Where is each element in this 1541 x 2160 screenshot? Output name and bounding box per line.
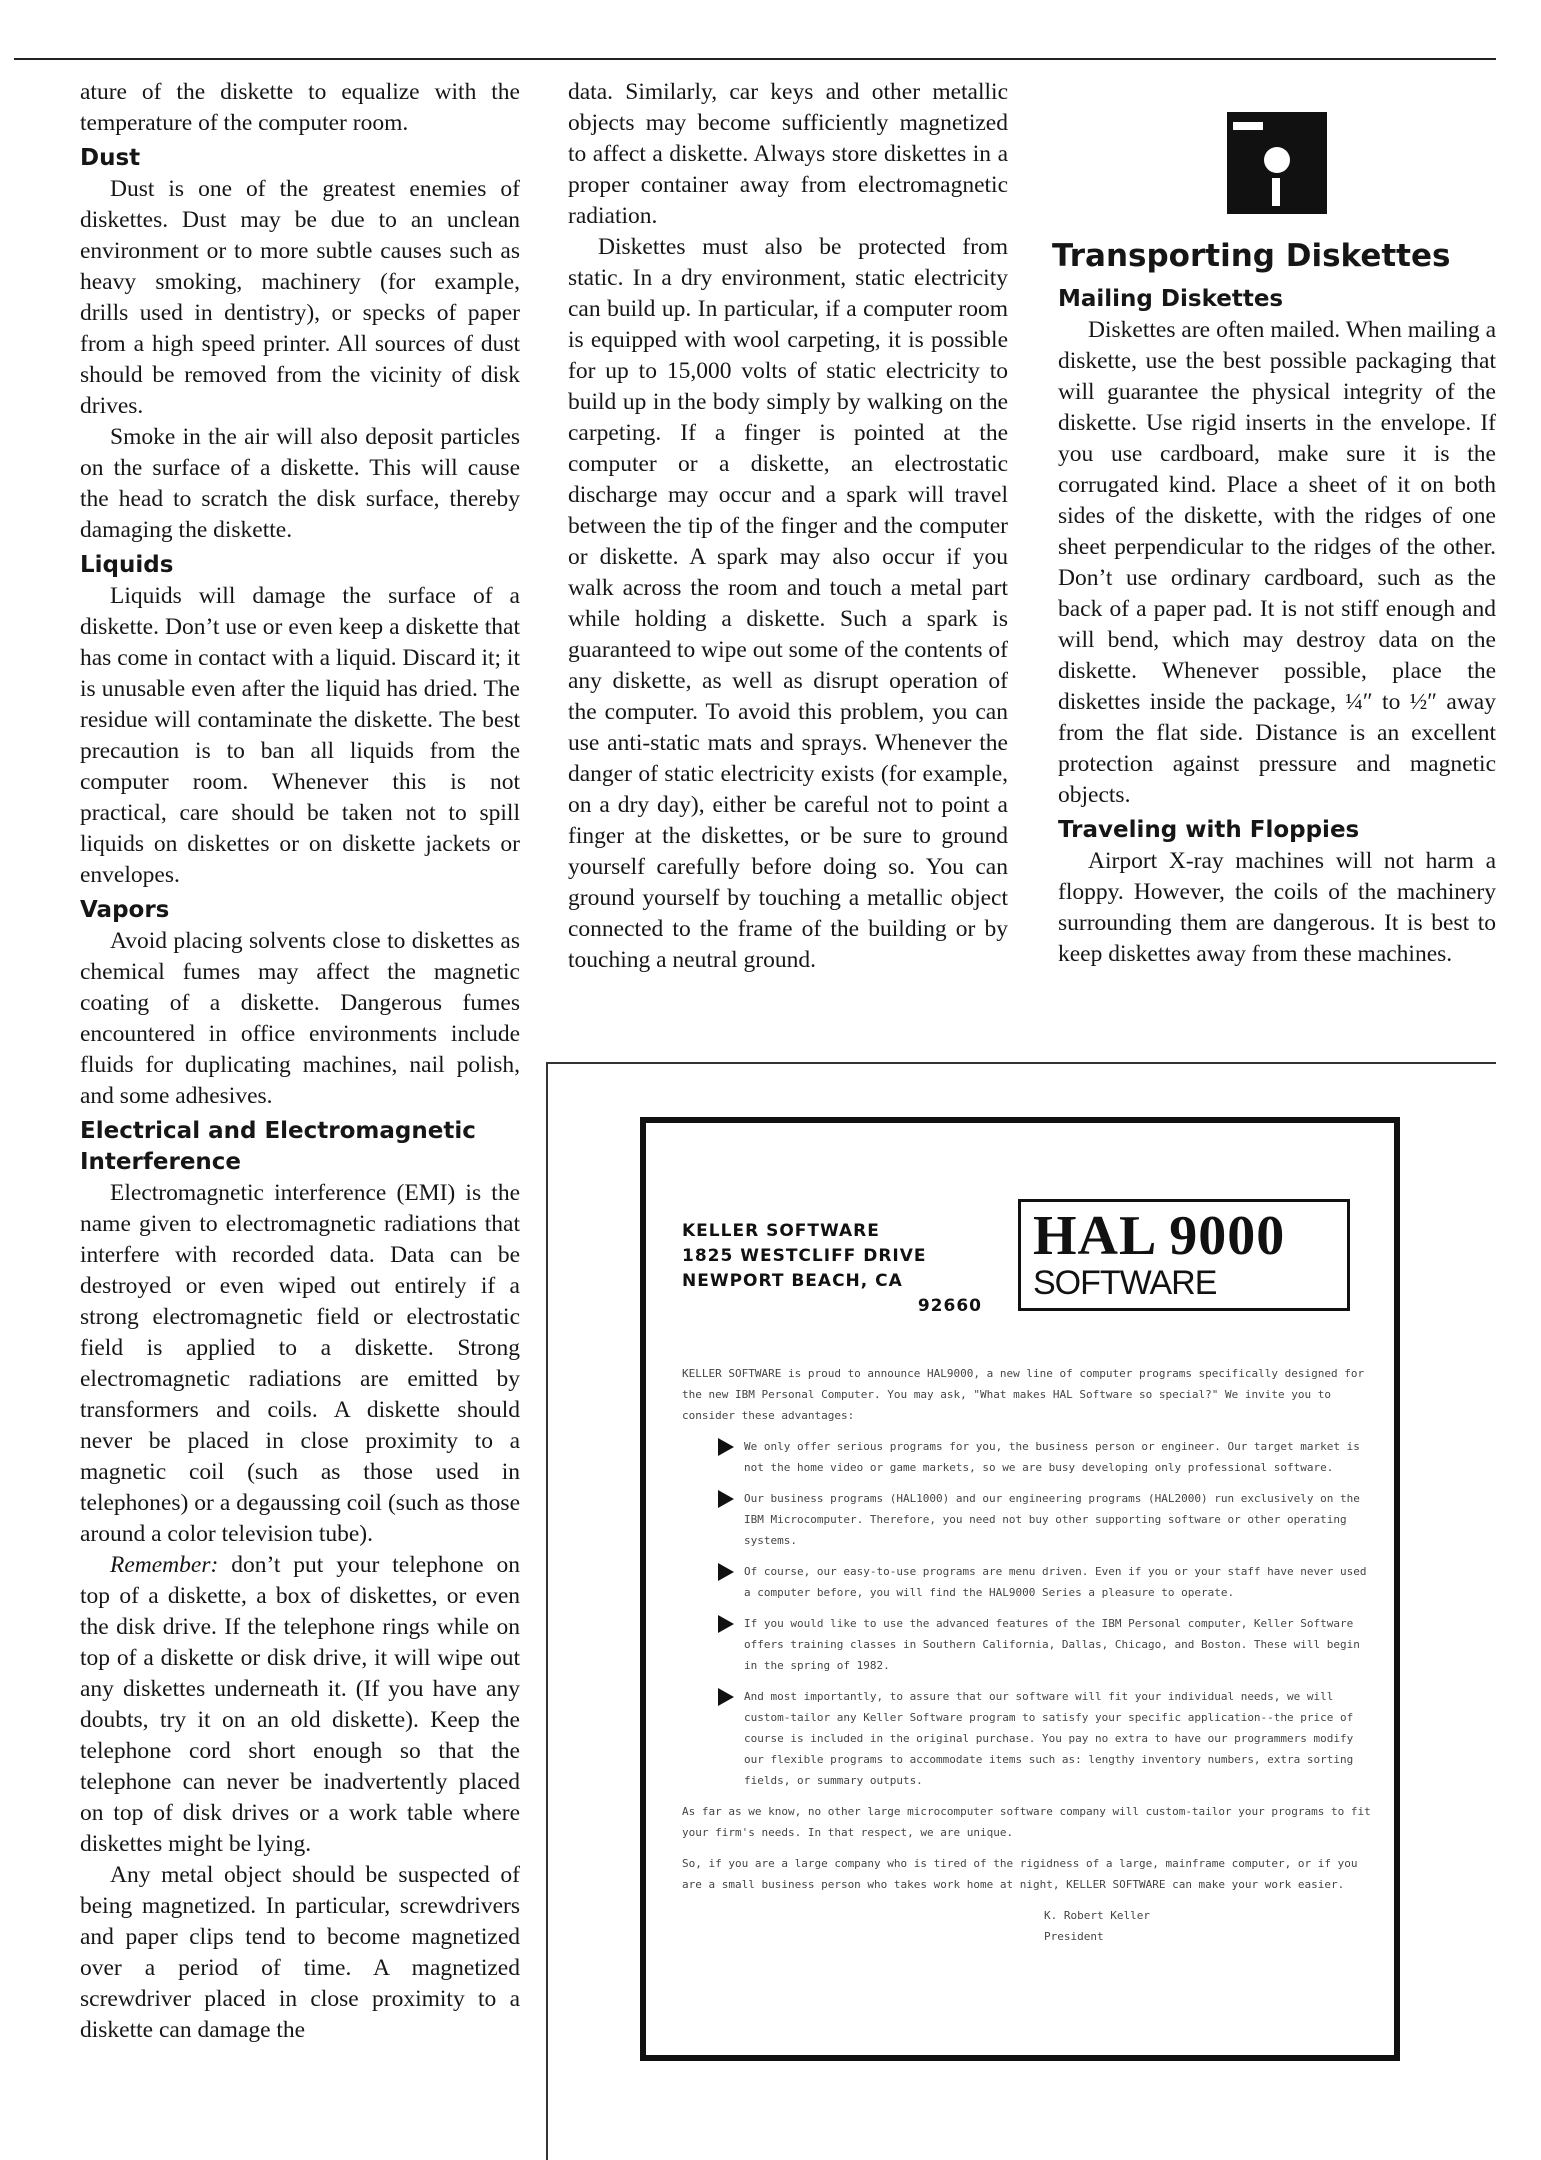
traveling-heading: Traveling with Floppies (1058, 817, 1360, 843)
floppy-disk-icon (1227, 112, 1327, 214)
company-zip: 92660 (917, 1296, 982, 1316)
advertisement (640, 1117, 1400, 2061)
metal-paragraph: Any metal object should be suspected of being magnetized. In particular, screwdrivers and paper clips tend to become magnetized over a period of time. A magnetized screwdriver placed in close proximity to a diskette can damage the (80, 1862, 520, 2043)
arrow-bullet-icon (718, 1688, 734, 1706)
ad-bullet: If you would like to use the advanced features of the IBM Personal computer, Keller Software offers training classes in Southern California, Dallas, Chicago, and Boston. These will begin in the spring of 1982. (744, 1613, 1372, 1676)
article-column-2 (568, 77, 1008, 976)
traveling-paragraph: Airport X-ray machines will not harm a floppy. However, the coils of the machinery surrounding them are dangerous. It is best to keep diskettes away from these machines. (1058, 848, 1496, 967)
dust-paragraph-2: Smoke in the air will also deposit particles on the surface of a diskette. This will cause the head to scratch the disk surface, thereby damaging the diskette. (80, 424, 520, 543)
ad-letter (682, 1363, 1372, 1947)
dust-paragraph-1: Dust is one of the greatest enemies of diskettes. Dust may be due to an unclean environment or to more subtle causes such as heavy smoking, machinery (for example, drills used in dentistry), or specks of paper from a high speed printer. All sources of dust should be removed from the vicinity of disk drives. (80, 176, 520, 419)
emi-paragraph: Electromagnetic interference (EMI) is the name given to electromagnetic radiations that interfere with recorded data. Data can be destroyed or even wiped out entirely if a strong electromagnetic field or electrostatic field is applied to a diskette. Strong electromagnetic radiations are emitted by transformers and coils. A diskette should never be placed in close proximity to a magnetic coil (such as those used in telephones) or a degaussing coil (such as those around a color television tube). (80, 1180, 520, 1547)
dust-heading: Dust (80, 145, 141, 171)
signer-title: President (1044, 1930, 1104, 1943)
remember-paragraph (80, 1550, 520, 1860)
static-paragraph: Diskettes must also be protected from static. In a dry environment, static electricity can build up. In particular, if a computer room is equipped with wool carpeting, it is possible for up to 15,000 volts of static electricity to build up in the body simply by walking on the carpeting. If a finger is pointed at the computer or a diskette, an electrostatic discharge may occur and a spark will travel between the tip of the finger and the computer or diskette. A spark may also occur if you walk across the room and touch a metal part while holding a diskette. Such a spark is guaranteed to wipe out some of the contents of any diskette, as well as disrupt operation of the computer. To avoid this problem, you can use anti-static mats and sprays. Whenever the danger of static electricity exists (for example, on a dry day), either be careful not to point a finger at the diskettes, or be sure to ground yourself carefully before doing so. You can ground yourself by touching a metallic object connected to the frame of the building or by touching a neutral ground. (568, 234, 1008, 973)
section-title: Transporting Diskettes (1052, 238, 1451, 274)
continued-paragraph-2: data. Similarly, car keys and other metallic objects may become sufficiently magnetized to affect a diskette. Always store diskettes in a proper container away from electromagnetic radiation. (568, 79, 1008, 229)
liquids-paragraph: Liquids will damage the surface of a diskette. Don’t use or even keep a diskette that has come in contact with a liquid. Discard it; it is unusable even after the liquid has dried. The residue will contaminate the diskette. The best precaution is to ban all liquids from the computer room. Whenever this is not practical, care should be taken not to spill liquids on diskettes or on diskette jackets or envelopes. (80, 583, 520, 888)
arrow-bullet-icon (718, 1615, 734, 1633)
arrow-bullet-icon (718, 1563, 734, 1581)
vapors-paragraph: Avoid placing solvents close to diskettes as chemical fumes may affect the magnetic coating of a diskette. Dangerous fumes encountered in office environments include fluids for duplicating machines, nail polish, and some adhesives. (80, 928, 520, 1109)
ad-bullet: Of course, our easy-to-use programs are menu driven. Even if you or your staff have never used a computer before, you will find the HAL9000 Series a pleasure to operate. (744, 1561, 1372, 1603)
mailing-heading: Mailing Diskettes (1058, 286, 1284, 312)
ad-signature (1044, 1905, 1372, 1947)
hal-logo (1018, 1199, 1350, 1311)
top-rule (14, 58, 1496, 60)
signer-name: K. Robert Keller (1044, 1909, 1150, 1922)
liquids-heading: Liquids (80, 552, 174, 578)
ad-closing-2: So, if you are a large company who is tired of the rigidness of a large, mainframe computer, or if you are a small business person who takes work home at night, KELLER SOFTWARE can make your work easier. (682, 1857, 1358, 1891)
company-address (682, 1219, 982, 1319)
remember-text: don’t put your telephone on top of a diskette, a box of diskettes, or even the disk drive. If the telephone rings while on top of a diskette or disk drive, it will wipe out any diskettes underneath it. (If you have any doubts, try it on an old diskette). Keep the telephone cord short enough so that the telephone can never be inadvertently placed on top of disk drives or a work table where diskettes might be lying. (80, 1552, 520, 1857)
article-column-3 (1052, 236, 1496, 970)
ad-frame-top-rule (546, 1062, 1496, 1064)
company-name: KELLER SOFTWARE (682, 1221, 880, 1241)
company-street: 1825 WESTCLIFF DRIVE (682, 1246, 927, 1266)
arrow-bullet-icon (718, 1438, 734, 1456)
ad-bullet: We only offer serious programs for you, the business person or engineer. Our target market is not the home video or game markets, so we are busy developing only professional software. (744, 1436, 1372, 1478)
mailing-paragraph: Diskettes are often mailed. When mailing a diskette, use the best possible packaging that will guarantee the physical integrity of the diskette. Use rigid inserts in the envelope. If you use cardboard, make sure it is the corrugated kind. Place a sheet of it on both sides of the diskette, with the ridges of one sheet perpendicular to the ridges of the other. Don’t use ordinary cardboard, such as the back of a paper pad. It is not stiff enough and will bend, which may destroy data on the diskette. Whenever possible, place the diskettes inside the package, ¼″ to ½″ away from the flat side. Distance is an excellent protection against pressure and magnetic objects. (1058, 317, 1496, 808)
ad-bullet: And most importantly, to assure that our software will fit your individual needs, we will custom-tailor any Keller Software program to satisfy your specific application--the price of course is included in the original purchase. You pay no extra to have our programmers modify our flexible programs to accommodate items such as: lengthy inventory numbers, extra sorting fields, or summary outputs. (744, 1686, 1372, 1791)
logo-title: HAL 9000 (1033, 1205, 1286, 1267)
continued-paragraph: ature of the diskette to equalize with the temperature of the computer room. (80, 79, 520, 136)
remember-label: Remember: (110, 1552, 219, 1578)
logo-subtitle: SOFTWARE (1033, 1264, 1217, 1302)
ad-bullet-list (682, 1436, 1372, 1791)
ad-frame-left-rule (546, 1062, 548, 2160)
article-column-1 (80, 77, 520, 2046)
ad-bullet: Our business programs (HAL1000) and our engineering programs (HAL2000) run exclusively on the IBM Microcomputer. Therefore, you need not buy other supporting software or other operating systems. (744, 1488, 1372, 1551)
arrow-bullet-icon (718, 1490, 734, 1508)
company-city: NEWPORT BEACH, CA (682, 1271, 903, 1291)
emi-heading: Electrical and Electromagnetic Interference (80, 1118, 476, 1175)
ad-closing-1: As far as we know, no other large microcomputer software company will custom-tailor your programs to fit your firm's needs. In that respect, we are unique. (682, 1805, 1371, 1839)
vapors-heading: Vapors (80, 897, 170, 923)
ad-intro: KELLER SOFTWARE is proud to announce HAL9000, a new line of computer programs specifically designed for the new IBM Personal Computer. You may ask, "What makes HAL Software so special?" We invite you to consider these advantages: (682, 1367, 1365, 1422)
